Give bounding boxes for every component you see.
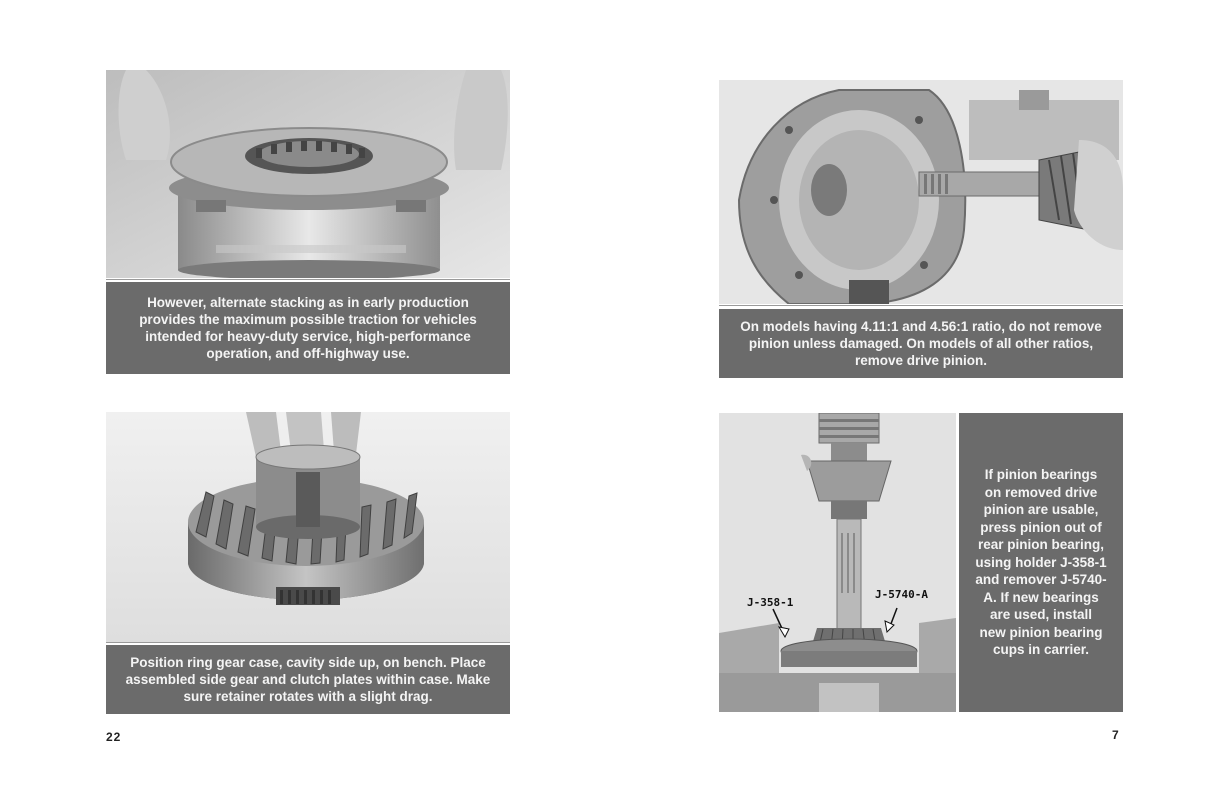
panel2-caption-text: Position ring gear case, cavity side up, on bench. Place assembled side gear and clutch plates within case. Make sure retainer rotates with a slight drag. [125,655,491,704]
right-panel2-caption [959,413,1123,712]
right-panel2-caption-text: If pinion bearings on removed drive pinion are usable, press pinion out of rear pinion bearing, using holder J-358-1 and remover J-5740-A. If new bearings are used, install new pinion bearing cups in carrier. [975,467,1107,658]
ring-gear-illustration [106,412,510,642]
right-panel1-rule [719,305,1123,306]
clutch-plates-illustration [106,70,510,278]
carrier-illustration [719,80,1123,304]
panel2-rule [106,642,510,643]
panel2-caption [106,645,510,714]
left-page-number: 22 [106,730,122,744]
panel1-rule [106,279,510,280]
carrier-photo [719,80,1123,304]
clutch-plates-photo [106,70,510,278]
panel1-caption [106,282,510,374]
right-page [612,0,1223,792]
press-photo [719,413,956,712]
right-page-number: 7 [1112,728,1120,742]
panel1-caption-text: However, alternate stacking as in early production provides the maximum possible traction for vehicles intended for heavy-duty service, high-performance operation, and off-highway use. [139,295,477,361]
ring-gear-case-photo [106,412,510,642]
right-panel1-caption-text: On models having 4.11:1 and 4.56:1 ratio, do not remove pinion unless damaged. On models of all other ratios, remove drive pinion. [740,319,1102,368]
callout-j-358-1: J-358-1 [747,596,794,609]
right-panel1-caption [719,309,1123,378]
callout-j-5740-a: J-5740-A [875,588,928,601]
press-illustration [719,413,956,712]
